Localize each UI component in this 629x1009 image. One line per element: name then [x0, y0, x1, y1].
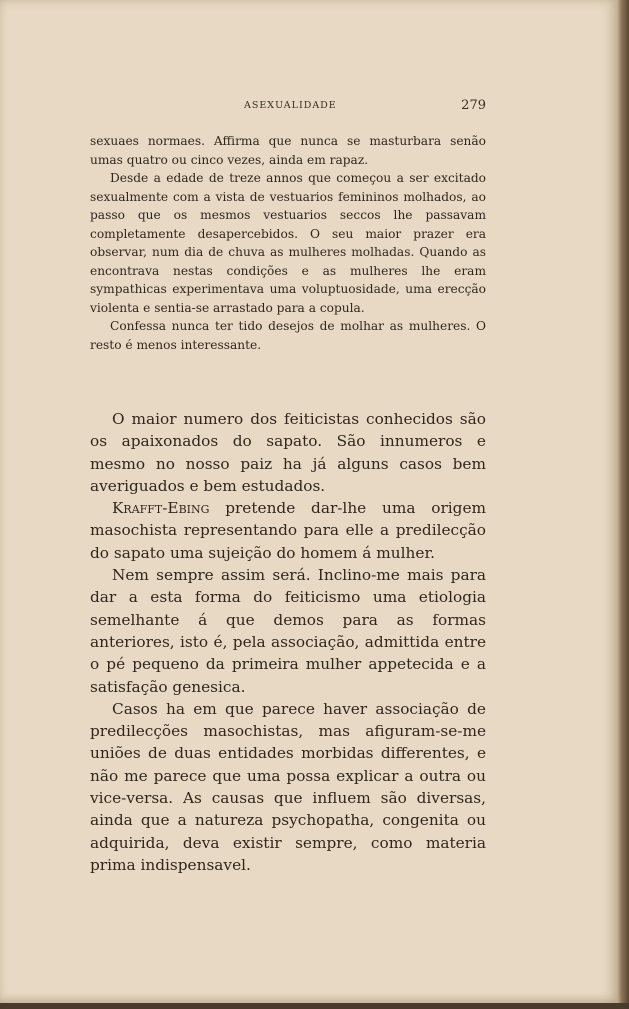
case-paragraph: Desde a edade de treze annos que começou a ser excitado sexualmente com a vista de vestuarios femininos molhados, ao passo que os mesmos vestuarios seccos lhe passavam completamente desapercebidos. O seu maior prazer era observar, num dia de chuva as mulheres molhadas. Quando as encontrava nestas condições e as mulheres lhe eram sympathicas experimentava uma voluptuosidade, uma erecção violenta e sentia-se arrastado para a copula.	[90, 171, 486, 315]
body-paragraph: O maior numero dos feiticistas conhecidos são os apaixonados do sapato. São innumeros e mesmo no nosso paiz ha já alguns casos bem averiguados e bem estudados.	[90, 410, 486, 495]
body-paragraph-text: pretende dar-lhe uma origem masochista representando para elle a predilecção do sapato uma sujeição do homem á mulher.	[90, 499, 486, 562]
running-title: ASEXUALIDADE	[244, 100, 337, 111]
case-report-text	[90, 132, 486, 354]
page-bottom-edge	[0, 1003, 629, 1009]
page-header	[90, 98, 486, 114]
author-name: Krafft-Ebing	[112, 499, 210, 518]
main-body-text	[90, 408, 486, 876]
body-paragraph	[90, 497, 486, 564]
body-paragraph: Casos ha em que parece haver associação de predilecções masochistas, mas afiguram-se-me uniões de duas entidades morbidas differentes, e não me parece que uma possa explicar a outra ou vice-versa. As causas que influem são diversas, ainda que a natureza psychopatha, congenita ou adquirida, deva existir sempre, como materia prima indispensavel.	[90, 699, 486, 874]
page-edge	[617, 0, 629, 1009]
case-paragraph: sexuaes normaes. Affirma que nunca se masturbara senão umas quatro ou cinco vezes, ainda em rapaz.	[90, 134, 486, 167]
body-paragraph: Nem sempre assim será. Inclino-me mais para dar a esta forma do feiticismo uma etiologia semelhante á que demos para as formas anteriores, isto é, pela associação, admittida entre o pé pequeno da primeira mulher appetecida e a satisfação genesica.	[90, 566, 486, 696]
case-paragraph: Confessa nunca ter tido desejos de molhar as mulheres. O resto é menos interessante.	[90, 319, 486, 352]
page-number: 279	[461, 98, 486, 113]
